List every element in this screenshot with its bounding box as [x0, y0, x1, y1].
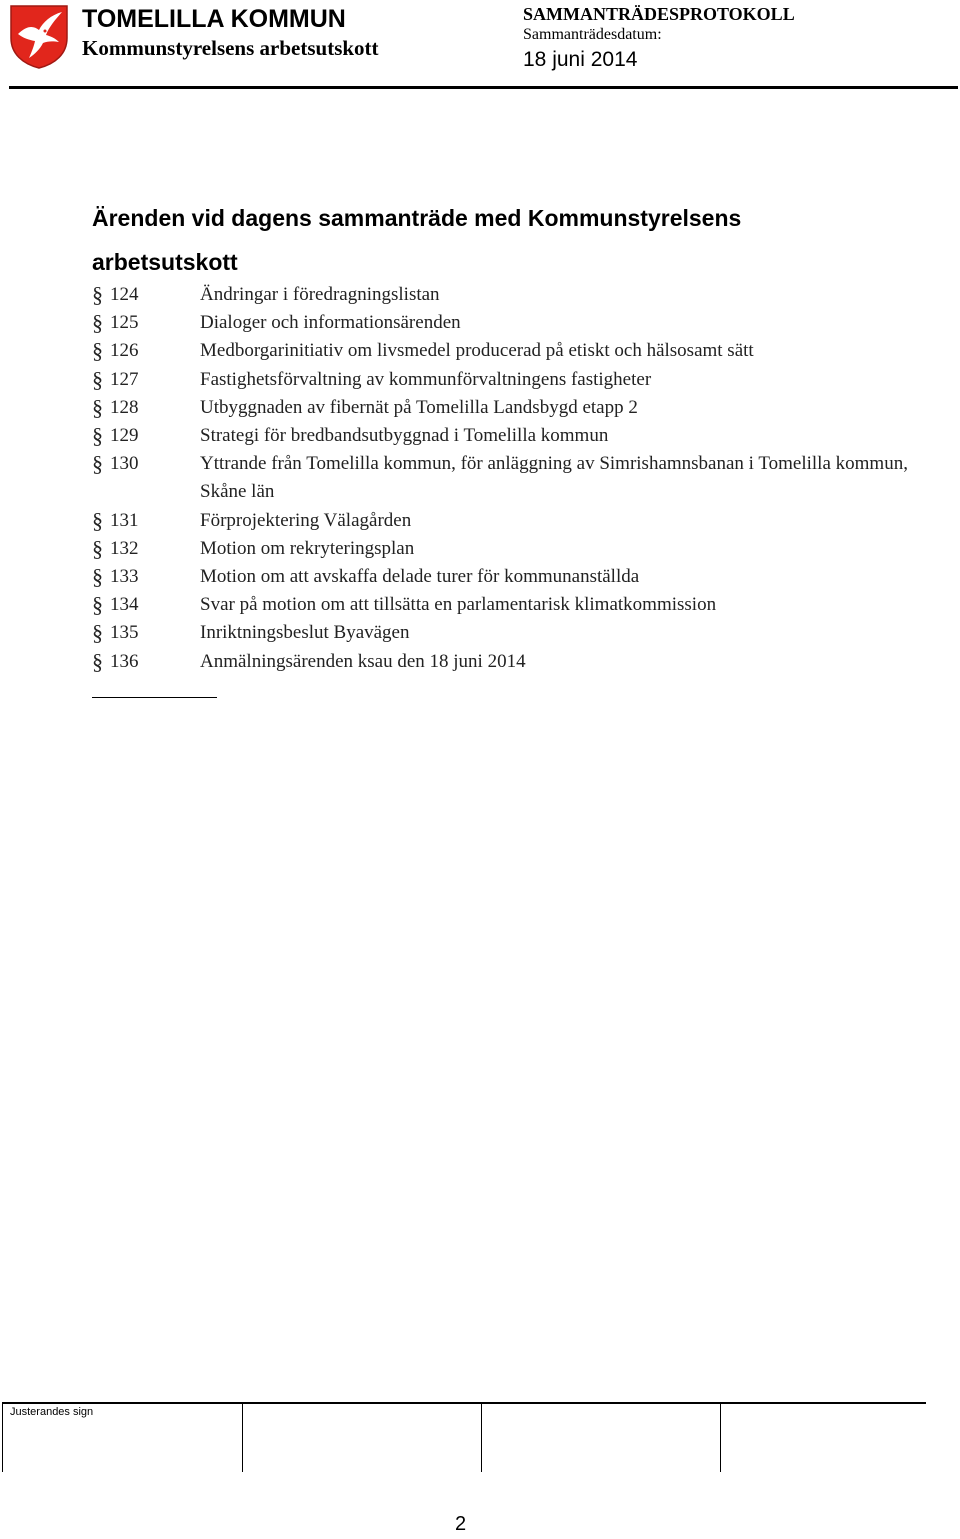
agenda-item-title: Strategi för bredbandsutbyggnad i Tomelilla kommun — [200, 425, 609, 447]
agenda-item — [92, 563, 922, 591]
paragraph-sign: § — [92, 620, 103, 646]
signature-label: Justerandes sign — [10, 1406, 94, 1418]
agenda-list — [92, 281, 922, 676]
agenda-item — [92, 394, 922, 422]
document-type: SAMMANTRÄDESPROTOKOLL — [523, 4, 795, 24]
signature-table — [2, 1402, 926, 1472]
agenda-item-number: 131 — [110, 509, 139, 531]
agenda-item — [92, 281, 922, 309]
paragraph-sign: § — [92, 310, 103, 336]
agenda-item — [92, 619, 922, 647]
agenda-item-title: Motion om rekryteringsplan — [200, 537, 415, 559]
agenda-item-title: Anmälningsärenden ksau den 18 juni 2014 — [200, 650, 526, 672]
agenda-item — [92, 337, 922, 365]
agenda-item — [92, 450, 922, 506]
agenda-item — [92, 309, 922, 337]
agenda-item-number: 125 — [110, 312, 139, 334]
committee-name: Kommunstyrelsens arbetsutskott — [82, 36, 379, 60]
agenda-item-number: 128 — [110, 396, 139, 418]
agenda-item-title: Svar på motion om att tillsätta en parlamentarisk klimatkommission — [200, 594, 717, 616]
signature-cell — [242, 1404, 482, 1472]
agenda-item — [92, 507, 922, 535]
agenda-item-title: Ändringar i föredragningslistan — [200, 284, 440, 305]
agenda-item-title: Yttrande från Tomelilla kommun, för anläggning av Simrishamnsbanan i Tomelilla kommun, Skåne län — [200, 453, 908, 503]
agenda-item-title: Fastighetsförvaltning av kommunförvaltningens fastigheter — [200, 368, 652, 390]
signature-cell — [2, 1404, 243, 1472]
paragraph-sign: § — [92, 451, 103, 477]
list-end-divider — [92, 697, 217, 698]
agenda-item — [92, 648, 922, 676]
agenda-item-title: Dialoger och informationsärenden — [200, 312, 461, 334]
paragraph-sign: § — [92, 535, 103, 561]
agenda-item — [92, 591, 922, 619]
agenda-item-title: Medborgarinitiativ om livsmedel producerad på etiskt och hälsosamt sätt — [200, 340, 754, 362]
municipality-logo-icon — [9, 4, 69, 70]
agenda-item — [92, 535, 922, 563]
agenda-item-title: Motion om att avskaffa delade turer för kommunanställda — [200, 566, 640, 588]
signature-cell — [720, 1404, 927, 1472]
agenda-item-number: 134 — [110, 594, 139, 616]
paragraph-sign: § — [92, 366, 103, 392]
paragraph-sign: § — [92, 592, 103, 618]
agenda-item-number: 130 — [110, 453, 139, 475]
paragraph-sign: § — [92, 423, 103, 449]
agenda-item — [92, 422, 922, 450]
agenda-item-number: 127 — [110, 368, 139, 390]
paragraph-sign: § — [92, 338, 103, 364]
meeting-date-value: 18 juni 2014 — [523, 48, 638, 71]
paragraph-sign: § — [92, 394, 103, 420]
signature-cell — [481, 1404, 721, 1472]
agenda-item-title: Förprojektering Välagården — [200, 509, 412, 531]
meeting-date-label: Sammanträdesdatum: — [523, 26, 662, 43]
agenda-item-number: 129 — [110, 425, 139, 447]
agenda-item-number: 132 — [110, 537, 139, 559]
agenda-item — [92, 366, 922, 394]
agenda-item-number: 124 — [110, 284, 139, 305]
paragraph-sign: § — [92, 648, 103, 674]
agenda-item-title: Utbyggnaden av fibernät på Tomelilla Landsbygd etapp 2 — [200, 396, 638, 418]
agenda-item-number: 135 — [110, 622, 139, 644]
paragraph-sign: § — [92, 507, 103, 533]
section-heading: Ärenden vid dagens sammanträde med Kommunstyrelsens arbetsutskott — [92, 205, 742, 275]
organization-name: TOMELILLA KOMMUN — [82, 5, 346, 33]
agenda-item-number: 133 — [110, 566, 139, 588]
header-divider — [9, 86, 958, 89]
paragraph-sign: § — [92, 564, 103, 590]
agenda-item-number: 126 — [110, 340, 139, 362]
paragraph-sign: § — [92, 282, 103, 307]
page-number: 2 — [455, 1513, 467, 1535]
agenda-item-title: Inriktningsbeslut Byavägen — [200, 622, 410, 644]
agenda-item-number: 136 — [110, 650, 139, 672]
